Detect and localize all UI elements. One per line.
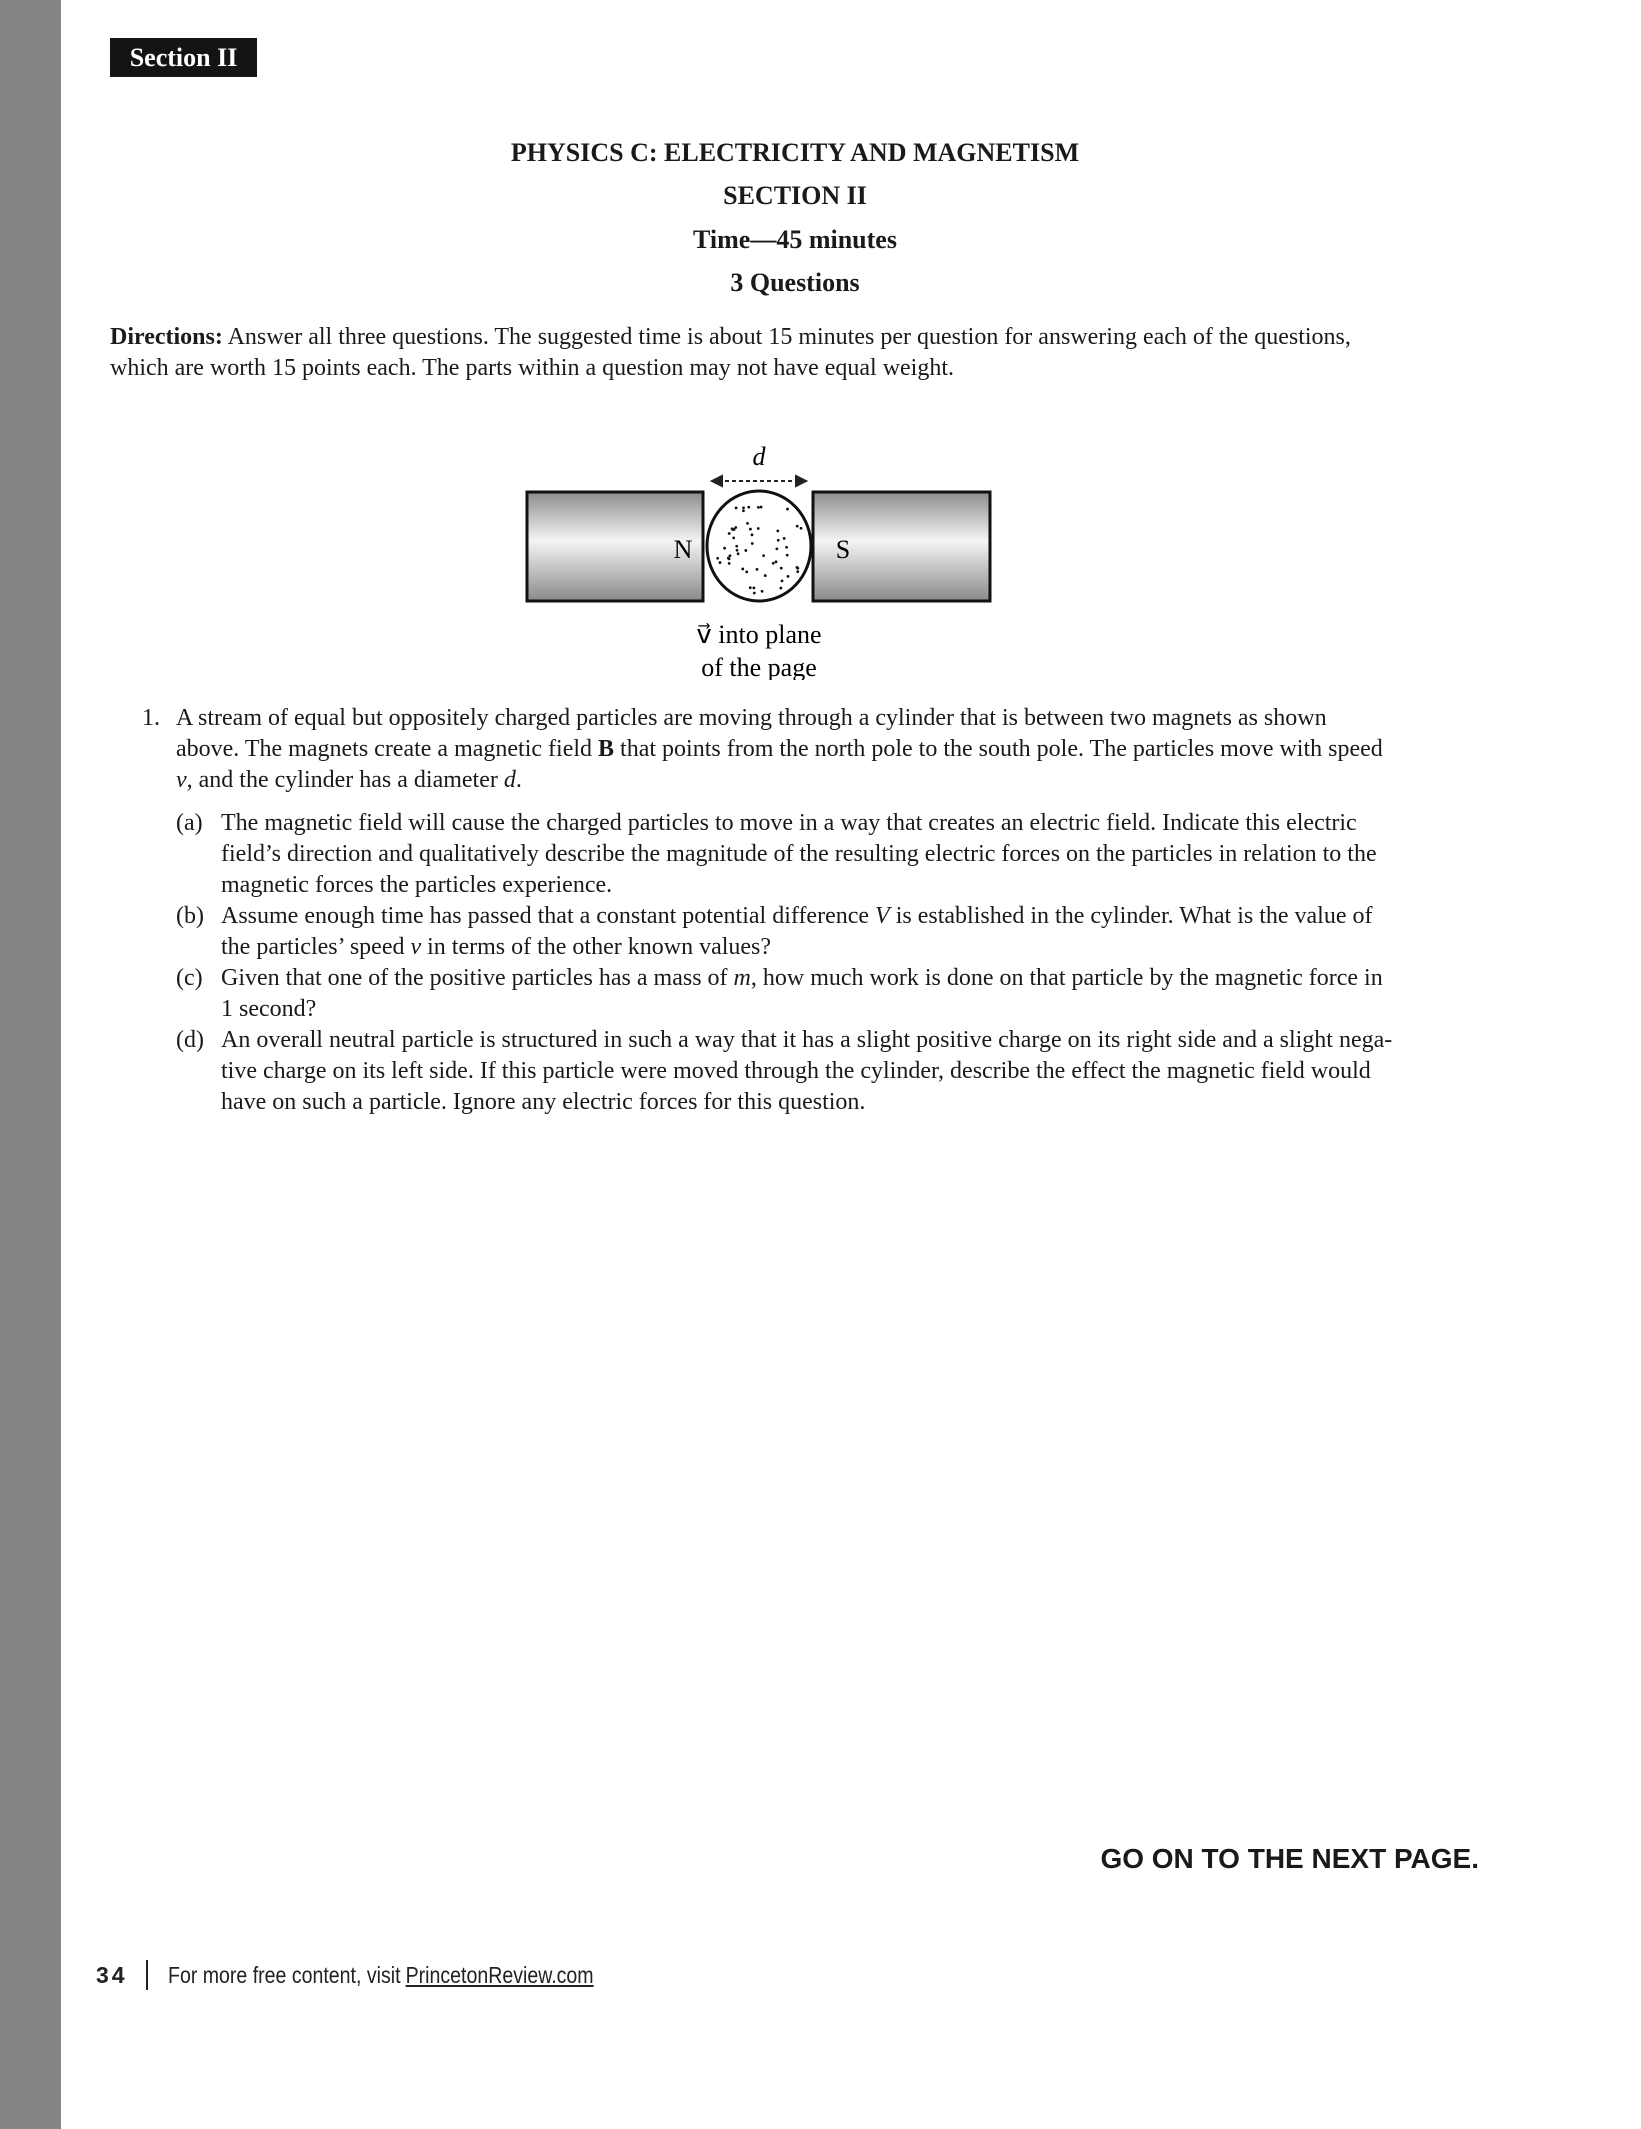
particle-dot bbox=[796, 525, 799, 528]
particle-dot bbox=[764, 574, 767, 577]
particle-dot bbox=[775, 547, 778, 550]
particle-dot bbox=[749, 528, 752, 531]
part-line: An overall neutral particle is structured in such a way that it has a slight positive charge on its right side and a slight nega- bbox=[221, 1027, 1393, 1053]
directions-label: Directions: bbox=[110, 324, 223, 350]
exam-title: PHYSICS C: ELECTRICITY AND MAGNETISM bbox=[510, 138, 1080, 167]
particle-dot bbox=[796, 570, 799, 573]
north-label: N bbox=[673, 535, 693, 564]
directions bbox=[110, 322, 1351, 384]
particle-dot bbox=[751, 533, 754, 536]
question-number: 1. bbox=[142, 705, 160, 731]
particle-dot bbox=[736, 549, 739, 552]
velocity-caption-line: v⃗ into plane bbox=[696, 620, 822, 649]
particle-dot bbox=[737, 552, 740, 555]
particle-dot bbox=[744, 549, 747, 552]
particle-dot bbox=[723, 547, 726, 550]
particle-dot bbox=[732, 537, 735, 540]
part-line: have on such a particle. Ignore any electric forces for this question. bbox=[221, 1089, 866, 1115]
question-part-b bbox=[221, 901, 1373, 963]
footer-text: For more free content, visit bbox=[167, 1961, 401, 1988]
part-line: Given that one of the positive particles has a mass of m, how much work is done on that particle by the magnetic force in bbox=[221, 965, 1383, 991]
particle-dot bbox=[747, 506, 750, 509]
particle-dot bbox=[742, 509, 745, 512]
particle-dot bbox=[756, 568, 759, 571]
particle-dot bbox=[780, 567, 783, 570]
go-on-next-page: GO ON TO THE NEXT PAGE. bbox=[1100, 1843, 1479, 1874]
particle-dot bbox=[786, 508, 789, 511]
part-label: (b) bbox=[176, 903, 204, 929]
particle-dot bbox=[761, 590, 764, 593]
particle-dot bbox=[786, 554, 789, 557]
particle-dot bbox=[735, 507, 738, 510]
particle-dot bbox=[752, 587, 755, 590]
section-tag: Section II bbox=[110, 38, 257, 77]
page-edge-bar bbox=[0, 0, 61, 2129]
particle-dot bbox=[751, 542, 754, 545]
part-label: (d) bbox=[176, 1027, 204, 1053]
particle-dot bbox=[776, 530, 779, 533]
page-number: 34 bbox=[96, 1961, 128, 1988]
particle-dot bbox=[760, 506, 763, 509]
question-stem bbox=[176, 703, 1383, 796]
particle-dot bbox=[757, 527, 760, 530]
particle-dot bbox=[777, 539, 780, 542]
particle-dot bbox=[741, 568, 744, 571]
particle-dot bbox=[772, 562, 775, 565]
diameter-arrow bbox=[712, 476, 806, 486]
particle-dot bbox=[783, 537, 786, 540]
footer-divider bbox=[146, 1960, 148, 1990]
particle-dot bbox=[753, 592, 756, 595]
question-part-c bbox=[221, 963, 1383, 1025]
particle-dot bbox=[728, 557, 731, 560]
particle-dot bbox=[745, 570, 748, 573]
question-part-a bbox=[221, 808, 1377, 901]
part-label: (a) bbox=[176, 810, 203, 836]
particle-dot bbox=[716, 557, 719, 560]
particle-dot bbox=[749, 586, 752, 589]
part-line: field’s direction and qualitatively describe the magnitude of the resulting electric forces on the particles in relation to the bbox=[221, 841, 1377, 867]
directions-line: which are worth 15 points each. The parts within a question may not have equal weight. bbox=[110, 355, 955, 381]
question-part-d bbox=[221, 1025, 1392, 1118]
particle-dot bbox=[746, 522, 749, 525]
questions-count-heading: 3 Questions bbox=[730, 268, 860, 297]
particle-dot bbox=[719, 561, 722, 564]
particle-dot bbox=[785, 546, 788, 549]
particle-dot bbox=[735, 545, 738, 548]
velocity-caption-line: of the page bbox=[701, 653, 817, 680]
part-label: (c) bbox=[176, 965, 203, 991]
particle-dot bbox=[796, 567, 799, 570]
particle-dot bbox=[780, 587, 783, 590]
particle-dot bbox=[800, 527, 803, 530]
part-line: the particles’ speed v in terms of the other known values? bbox=[221, 934, 772, 960]
princeton-review-link[interactable]: PrincetonReview.com bbox=[405, 1961, 594, 1988]
particle-dot bbox=[757, 506, 760, 509]
part-line: tive charge on its left side. If this particle were moved through the cylinder, describe the effect the magnetic field would bbox=[221, 1058, 1371, 1084]
part-line: magnetic forces the particles experience. bbox=[221, 872, 613, 898]
diameter-label: d bbox=[752, 442, 766, 471]
particle-dot bbox=[728, 532, 731, 535]
directions-line: Answer all three questions. The suggested time is about 15 minutes per question for answering each of the questions, bbox=[227, 324, 1351, 350]
question-line: above. The magnets create a magnetic field B that points from the north pole to the south pole. The particles move with speed bbox=[176, 736, 1383, 762]
part-line: Assume enough time has passed that a constant potential difference V is established in the cylinder. What is the value of bbox=[221, 903, 1373, 929]
particle-dot bbox=[775, 560, 778, 563]
particle-dot bbox=[729, 554, 732, 557]
question-line: v, and the cylinder has a diameter d. bbox=[176, 767, 522, 793]
magnet-diagram bbox=[500, 440, 1100, 680]
particle-dot bbox=[728, 562, 731, 565]
particle-dot bbox=[787, 575, 790, 578]
particle-dot bbox=[734, 526, 737, 529]
section-heading: SECTION II bbox=[723, 181, 867, 210]
part-line: The magnetic field will cause the charged particles to move in a way that creates an electric field. Indicate this electric bbox=[221, 810, 1357, 836]
particle-dot bbox=[781, 580, 784, 583]
south-label: S bbox=[835, 535, 851, 564]
footer bbox=[96, 1960, 668, 1990]
particle-dot bbox=[731, 527, 734, 530]
question-line: A stream of equal but oppositely charged particles are moving through a cylinder that is between two magnets as shown bbox=[176, 705, 1327, 731]
part-line: 1 second? bbox=[221, 996, 317, 1022]
particle-dot bbox=[742, 506, 745, 509]
time-heading: Time—45 minutes bbox=[693, 225, 897, 254]
particle-dot bbox=[762, 554, 765, 557]
